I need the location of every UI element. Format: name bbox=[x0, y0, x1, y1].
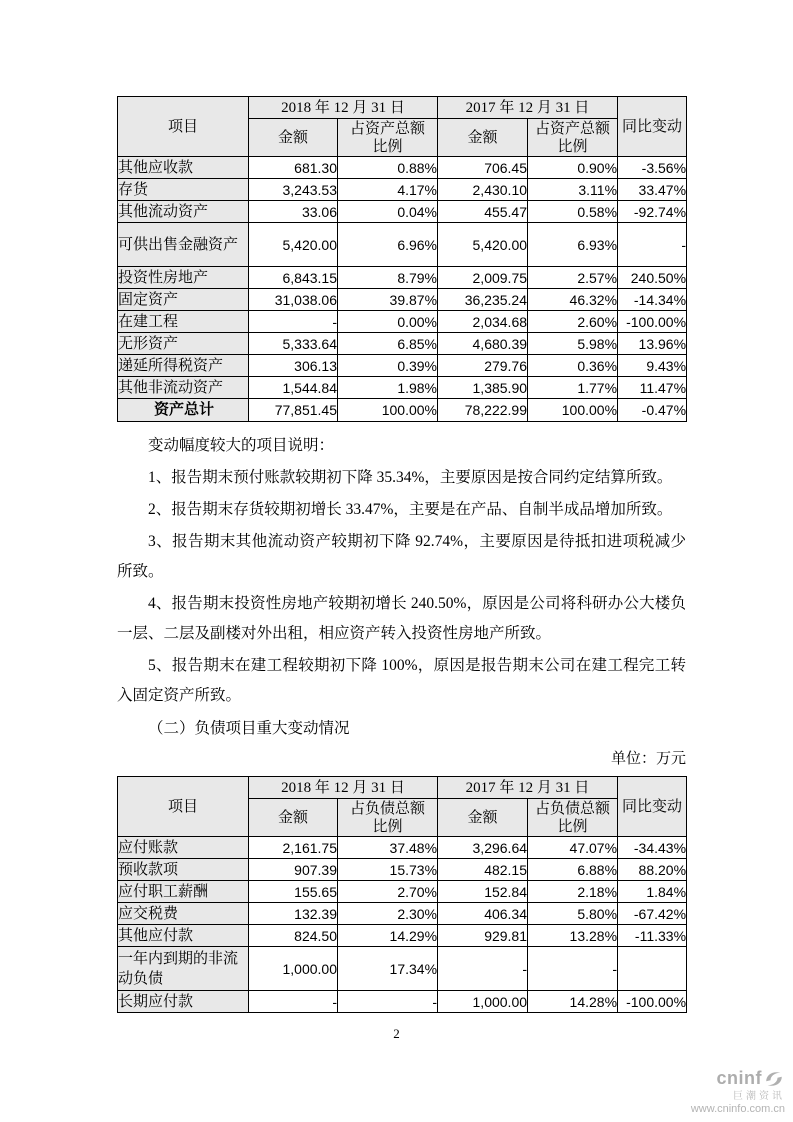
cell: -67.42% bbox=[618, 903, 687, 925]
cell: 9.43% bbox=[618, 355, 687, 377]
cninfo-brand-row bbox=[691, 1068, 785, 1090]
cell: 5,420.00 bbox=[438, 223, 528, 267]
header-amount-2017: 金额 bbox=[438, 799, 528, 837]
cell: 1,385.90 bbox=[438, 377, 528, 399]
cell: 78,222.99 bbox=[438, 399, 528, 422]
cell: 2.70% bbox=[338, 881, 438, 903]
row-label: 应付职工薪酬 bbox=[118, 881, 249, 903]
cell: 2,430.10 bbox=[438, 179, 528, 201]
cell: 2,034.68 bbox=[438, 311, 528, 333]
header-amount-2017: 金额 bbox=[438, 119, 528, 157]
cell: 0.90% bbox=[528, 157, 618, 179]
table-row bbox=[118, 311, 687, 333]
cell: 31,038.06 bbox=[249, 289, 338, 311]
row-label: 可供出售金融资产 bbox=[118, 223, 249, 267]
cell: 88.20% bbox=[618, 859, 687, 881]
header-ratio-line2: 比例 bbox=[557, 138, 588, 155]
cell: 6,843.15 bbox=[249, 267, 338, 289]
table-row bbox=[118, 267, 687, 289]
cell: 13.96% bbox=[618, 333, 687, 355]
cell: 4.17% bbox=[338, 179, 438, 201]
cell: 132.39 bbox=[249, 903, 338, 925]
row-label: 应付账款 bbox=[118, 837, 249, 859]
table-row bbox=[118, 157, 687, 179]
cell: 279.76 bbox=[438, 355, 528, 377]
cell: 33.47% bbox=[618, 179, 687, 201]
row-label: 其他流动资产 bbox=[118, 201, 249, 223]
row-label-total: 资产总计 bbox=[118, 399, 249, 422]
note-4: 4、报告期末投资性房地产较期初增长 240.50%，原因是公司将科研办公大楼负一层、二层及副楼对外出租，相应资产转入投资性房地产所致。 bbox=[117, 595, 686, 642]
row-label: 其他非流动资产 bbox=[118, 377, 249, 399]
cell: 17.34% bbox=[338, 947, 438, 991]
cell: -11.33% bbox=[618, 925, 687, 947]
cell: 455.47 bbox=[438, 201, 528, 223]
cell: 46.32% bbox=[528, 289, 618, 311]
cell: -0.47% bbox=[618, 399, 687, 422]
asset-table bbox=[117, 96, 687, 422]
cell: 6.85% bbox=[338, 333, 438, 355]
cell bbox=[618, 947, 687, 991]
cell: 1.84% bbox=[618, 881, 687, 903]
page-number: 2 bbox=[393, 1026, 400, 1041]
cell: 77,851.45 bbox=[249, 399, 338, 422]
notes-intro: 变动幅度较大的项目说明： bbox=[148, 437, 335, 454]
cell: - bbox=[338, 991, 438, 1013]
note-3: 3、报告期末其他流动资产较期初下降 92.74%，主要原因是待抵扣进项税减少所致。 bbox=[117, 533, 686, 580]
table-row bbox=[118, 925, 687, 947]
header-ratio-2018 bbox=[338, 119, 438, 157]
header-yoy: 同比变动 bbox=[618, 777, 687, 837]
table-total-row bbox=[118, 399, 687, 422]
note-1: 1、报告期末预付账款较期初下降 35.34%，主要原因是按合同约定结算所致。 bbox=[148, 469, 673, 486]
cell: 2.57% bbox=[528, 267, 618, 289]
cell: 1.98% bbox=[338, 377, 438, 399]
unit-label: 单位：万元 bbox=[610, 751, 686, 767]
cell: 36,235.24 bbox=[438, 289, 528, 311]
cell: 0.39% bbox=[338, 355, 438, 377]
header-item: 项目 bbox=[118, 777, 249, 837]
cell: 5,420.00 bbox=[249, 223, 338, 267]
row-label: 应交税费 bbox=[118, 903, 249, 925]
row-label: 一年内到期的非流动负债 bbox=[118, 947, 249, 991]
cell: 2.60% bbox=[528, 311, 618, 333]
table-row bbox=[118, 223, 687, 267]
section-heading: （二）负债项目重大变动情况 bbox=[148, 720, 350, 737]
cell: 5.80% bbox=[528, 903, 618, 925]
table-row bbox=[118, 903, 687, 925]
cell: 306.13 bbox=[249, 355, 338, 377]
cell: 2,009.75 bbox=[438, 267, 528, 289]
cell: 907.39 bbox=[249, 859, 338, 881]
cell: 681.30 bbox=[249, 157, 338, 179]
row-label: 存货 bbox=[118, 179, 249, 201]
cell: 2.30% bbox=[338, 903, 438, 925]
note-5: 5、报告期末在建工程较期初下降 100%，原因是报告期末公司在建工程完工转入固定资产所致。 bbox=[117, 657, 686, 704]
cell: 6.93% bbox=[528, 223, 618, 267]
cell: -92.74% bbox=[618, 201, 687, 223]
table-row bbox=[118, 837, 687, 859]
cell: 14.29% bbox=[338, 925, 438, 947]
cell: 3,296.64 bbox=[438, 837, 528, 859]
table-row bbox=[118, 201, 687, 223]
cell: 1,000.00 bbox=[249, 947, 338, 991]
cell: 11.47% bbox=[618, 377, 687, 399]
header-item: 项目 bbox=[118, 97, 249, 157]
cell: 0.88% bbox=[338, 157, 438, 179]
row-label: 预收款项 bbox=[118, 859, 249, 881]
header-ratio-line1: 占负债总额 bbox=[350, 800, 426, 817]
cell: 6.88% bbox=[528, 859, 618, 881]
header-ratio-line1: 占资产总额 bbox=[535, 120, 611, 137]
cell: 240.50% bbox=[618, 267, 687, 289]
cell: 15.73% bbox=[338, 859, 438, 881]
row-label: 在建工程 bbox=[118, 311, 249, 333]
header-amount-2018: 金额 bbox=[249, 119, 338, 157]
table-header-row bbox=[118, 777, 687, 799]
cell: 100.00% bbox=[338, 399, 438, 422]
header-ratio-line2: 比例 bbox=[372, 818, 403, 835]
cell: -100.00% bbox=[618, 311, 687, 333]
row-label: 固定资产 bbox=[118, 289, 249, 311]
cell: 706.45 bbox=[438, 157, 528, 179]
table-header-row bbox=[118, 97, 687, 119]
cell: 100.00% bbox=[528, 399, 618, 422]
header-ratio-2017 bbox=[528, 799, 618, 837]
table-row bbox=[118, 859, 687, 881]
row-label: 递延所得税资产 bbox=[118, 355, 249, 377]
liability-table bbox=[117, 776, 687, 1013]
cell: -100.00% bbox=[618, 991, 687, 1013]
cell: 152.84 bbox=[438, 881, 528, 903]
header-ratio-line2: 比例 bbox=[557, 818, 588, 835]
table-row bbox=[118, 991, 687, 1013]
header-yoy: 同比变动 bbox=[618, 97, 687, 157]
cninfo-brand-text: cninf bbox=[716, 1068, 762, 1088]
cell: - bbox=[618, 223, 687, 267]
cell: 155.65 bbox=[249, 881, 338, 903]
table-row bbox=[118, 947, 687, 991]
cell: 8.79% bbox=[338, 267, 438, 289]
document-content bbox=[117, 96, 686, 1013]
cell: 2,161.75 bbox=[249, 837, 338, 859]
cell: 0.58% bbox=[528, 201, 618, 223]
cell: 0.04% bbox=[338, 201, 438, 223]
table-row bbox=[118, 289, 687, 311]
header-ratio-2018 bbox=[338, 799, 438, 837]
note-2: 2、报告期末存货较期初增长 33.47%，主要是在产品、自制半成品增加所致。 bbox=[148, 501, 673, 518]
cell: 482.15 bbox=[438, 859, 528, 881]
header-period-2018: 2018 年 12 月 31 日 bbox=[249, 97, 438, 119]
cell: 14.28% bbox=[528, 991, 618, 1013]
cell: 3,243.53 bbox=[249, 179, 338, 201]
cell: - bbox=[528, 947, 618, 991]
cell: - bbox=[249, 311, 338, 333]
cell: 2.18% bbox=[528, 881, 618, 903]
header-amount-2018: 金额 bbox=[249, 799, 338, 837]
row-label: 投资性房地产 bbox=[118, 267, 249, 289]
row-label: 其他应付款 bbox=[118, 925, 249, 947]
cell: 0.36% bbox=[528, 355, 618, 377]
table-row bbox=[118, 179, 687, 201]
cninfo-swirl-icon bbox=[763, 1068, 785, 1090]
cninfo-chinese-name: 巨潮资讯 bbox=[733, 1090, 785, 1102]
table-row bbox=[118, 881, 687, 903]
cell: 406.34 bbox=[438, 903, 528, 925]
row-label: 长期应付款 bbox=[118, 991, 249, 1013]
row-label: 无形资产 bbox=[118, 333, 249, 355]
cell: 1,544.84 bbox=[249, 377, 338, 399]
cell: 4,680.39 bbox=[438, 333, 528, 355]
cell: 1,000.00 bbox=[438, 991, 528, 1013]
cell: - bbox=[438, 947, 528, 991]
row-label: 其他应收款 bbox=[118, 157, 249, 179]
header-period-2017: 2017 年 12 月 31 日 bbox=[438, 777, 618, 799]
cell: 5,333.64 bbox=[249, 333, 338, 355]
cell: 33.06 bbox=[249, 201, 338, 223]
header-ratio-line2: 比例 bbox=[372, 138, 403, 155]
cell: 6.96% bbox=[338, 223, 438, 267]
cell: 929.81 bbox=[438, 925, 528, 947]
cell: 47.07% bbox=[528, 837, 618, 859]
cell: 13.28% bbox=[528, 925, 618, 947]
cell: 824.50 bbox=[249, 925, 338, 947]
header-ratio-line1: 占负债总额 bbox=[535, 800, 611, 817]
table-row bbox=[118, 377, 687, 399]
cell: -14.34% bbox=[618, 289, 687, 311]
cell: - bbox=[249, 991, 338, 1013]
cell: 39.87% bbox=[338, 289, 438, 311]
table-row bbox=[118, 333, 687, 355]
header-ratio-line1: 占资产总额 bbox=[350, 120, 426, 137]
table-row bbox=[118, 355, 687, 377]
cell: 1.77% bbox=[528, 377, 618, 399]
cell: 0.00% bbox=[338, 311, 438, 333]
cninfo-watermark bbox=[691, 1068, 785, 1115]
cninfo-url: www.cninfo.com.cn bbox=[690, 1102, 785, 1115]
cell: 5.98% bbox=[528, 333, 618, 355]
cell: 37.48% bbox=[338, 837, 438, 859]
cell: -3.56% bbox=[618, 157, 687, 179]
cell: 3.11% bbox=[528, 179, 618, 201]
cell: -34.43% bbox=[618, 837, 687, 859]
header-period-2018: 2018 年 12 月 31 日 bbox=[249, 777, 438, 799]
header-ratio-2017 bbox=[528, 119, 618, 157]
header-period-2017: 2017 年 12 月 31 日 bbox=[438, 97, 618, 119]
